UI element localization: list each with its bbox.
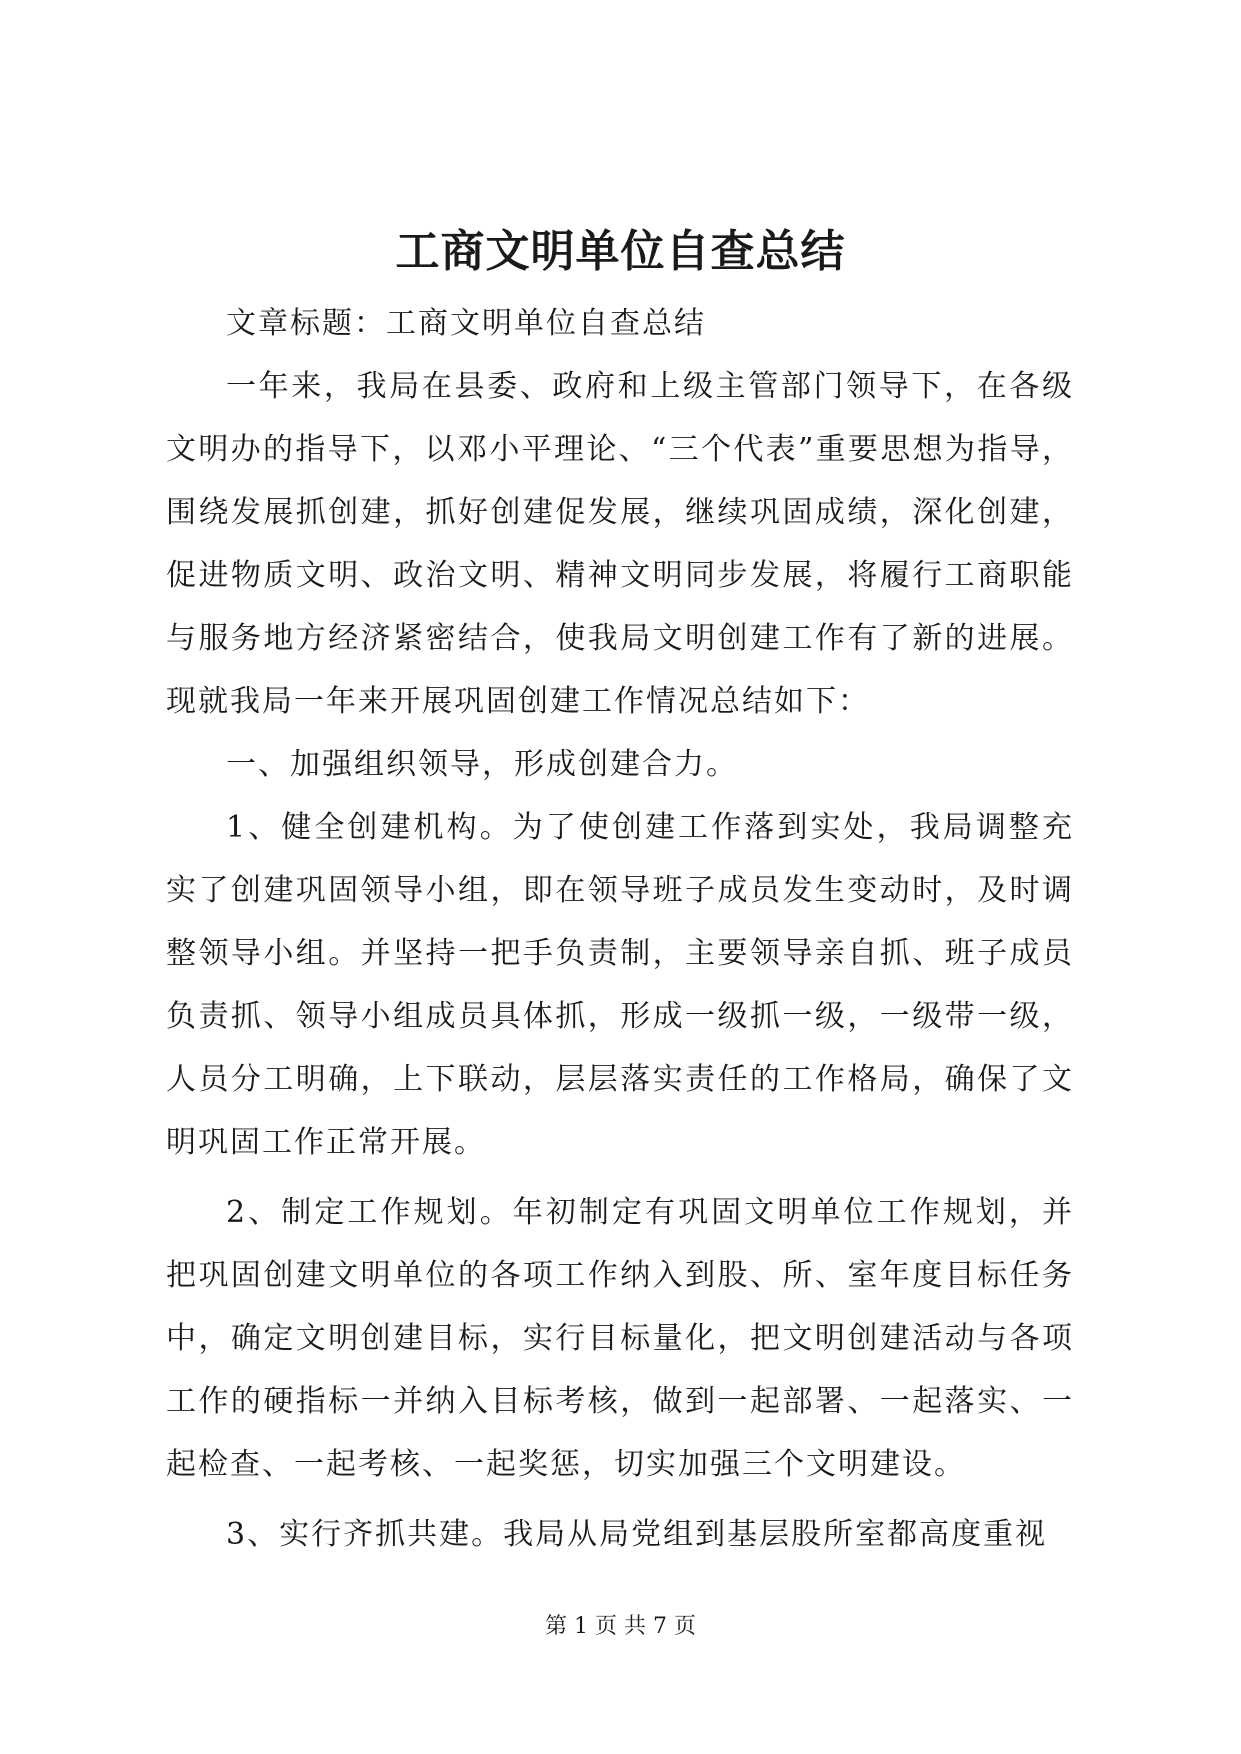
document-title: 工商文明单位自查总结 (395, 226, 846, 277)
paragraph-item-3: 3、实行齐抓共建。我局从局党组到基层股所室都高度重视 (226, 1517, 1048, 1552)
paragraph-item-1: 1、健全创建机构。为了使创建工作落到实处，我局调整充实了创建巩固领导小组，即在领导班子成员发生变动时，及时调整领导小组。并坚持一把手负责制，主要领导亲自抓、班子成员负责抓、领导小组成员具体抓，形成一级抓一级，一级带一级，人员分工明确，上下联动，层层落实责任的工作格局，确保了文明巩固工作正常开展。 (166, 810, 1074, 1160)
paragraph-item-2: 2、制定工作规划。年初制定有巩固文明单位工作规划，并把巩固创建文明单位的各项工作纳入到股、所、室年度目标任务中，确定文明创建目标，实行目标量化，把文明创建活动与各项工作的硬指标一并纳入目标考核，做到一起部署、一起落实、一起检查、一起考核、一起奖惩，切实加强三个文明建设。 (166, 1195, 1074, 1482)
page-number-footer: 第 1 页 共 7 页 (545, 1614, 696, 1639)
paragraph-intro: 一年来，我局在县委、政府和上级主管部门领导下，在各级文明办的指导下，以邓小平理论、“三个代表”重要思想为指导，围绕发展抓创建，抓好创建促发展，继续巩固成绩，深化创建，促进物质文明、政治文明、精神文明同步发展，将履行工商职能与服务地方经济紧密结合，使我局文明创建工作有了新的进展。现就我局一年来开展巩固创建工作情况总结如下： (166, 369, 1074, 719)
section-heading-1: 一、加强组织领导，形成创建合力。 (226, 747, 738, 782)
document-body (166, 292, 1074, 1566)
paragraph-article-title: 文章标题：工商文明单位自查总结 (226, 306, 706, 341)
